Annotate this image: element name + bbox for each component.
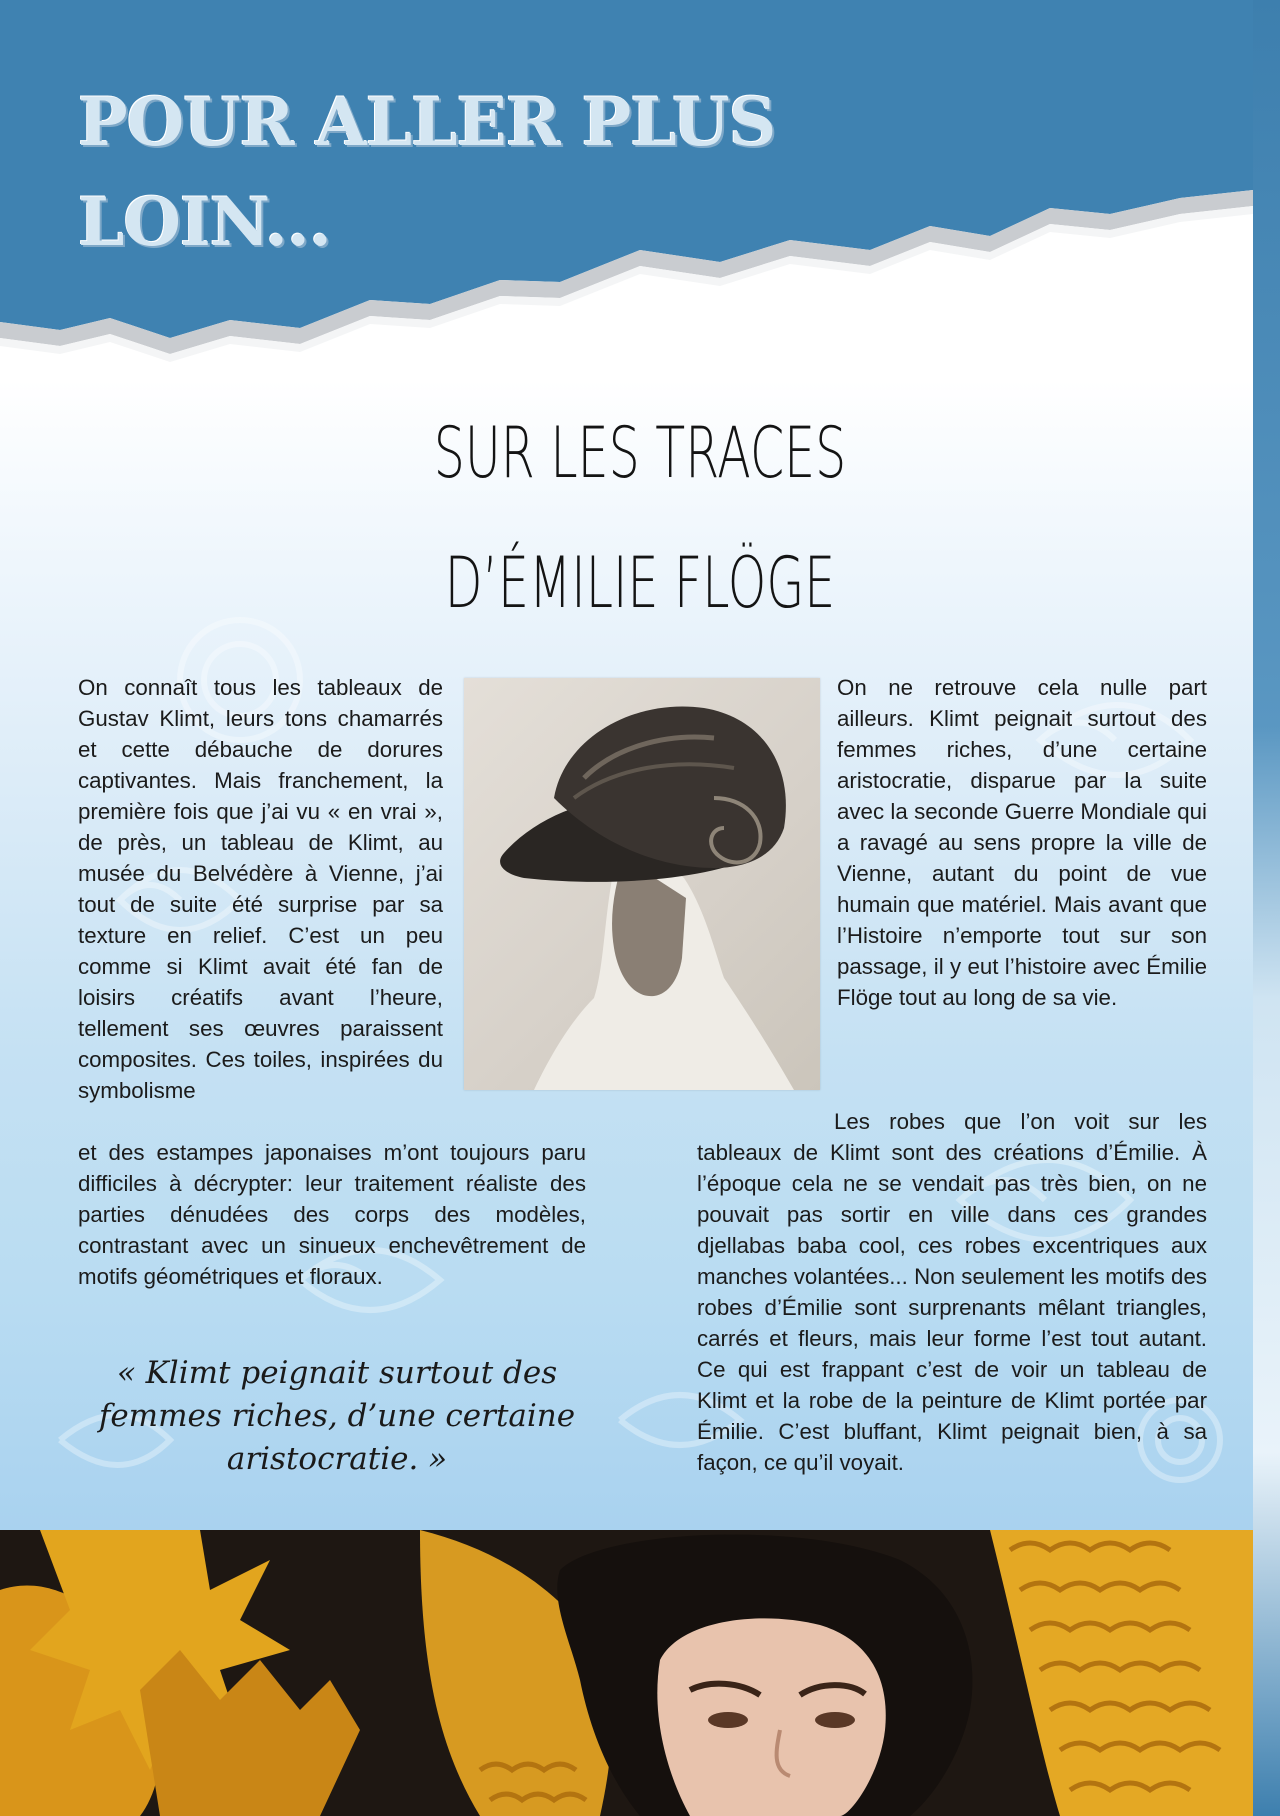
- body-paragraph-right-bottom: Les robes que l’on voit sur les tableaux de Klimt sont des créations d’Émilie. À l’époque cela ne se vendait pas très bien, on ne pouvait pas sortir en ville dans ces grandes djellabas baba cool, ces robes excentriques aux manches volantées... Non seulement les motifs des robes d’Émilie sont surprenants mêlant triangles, carrés et fleurs, mais leur forme l’est tout autant. Ce qui est frappant c’est de voir un tableau de Klimt et la robe de la peinture de Klimt portée par Émilie. C’est bluffant, Klimt peignait bien, à sa façon, ce qu’il voyait.: [697, 1109, 1207, 1475]
- right-edge-strip: [1253, 0, 1280, 1816]
- section-kicker: POUR ALLER PLUS LOIN...: [78, 83, 776, 261]
- emilie-floege-portrait-photo: [464, 678, 820, 1090]
- body-paragraph-right-top: On ne retrouve cela nulle part ailleurs. Klimt peignait surtout des femmes riches, d’une certaine aristocratie, disparue par la suite avec la seconde Guerre Mondiale qui a ravagé au sens propre la ville de Vienne, autant du point de vue humain que matériel. Mais avant que l’Histoire n’emporte tout sur son passage, il y eut l’histoire avec Émilie Flöge tout au long de sa vie.: [837, 675, 1207, 1010]
- body-paragraph-left-top: On connaît tous les tableaux de Gustav Klimt, leurs tons chamarrés et cette débauche de dorures captivantes. Mais franchement, la première fois que j’ai vu « en vrai », de près, un tableau de Klimt, au musée du Belvédère à Vienne, j’ai tout de suite été surprise par sa texture en relief. C’est un peu comme si Klimt avait été fan de loisirs créatifs avant l’heure, tellement ses œuvres paraissent composites. Ces toiles, inspirées du symbolisme: [78, 675, 443, 1103]
- body-paragraph-left-bottom: et des estampes japonaises m’ont toujours paru difficiles à décrypter: leur traitement réaliste des parties dénudées des corps des modèles, contrastant avec un sinueux enchevêtrement de motifs géométriques et floraux.: [78, 1140, 586, 1289]
- article-title: SUR LES TRACES D’ÉMILIE FLÖGE: [433, 412, 847, 624]
- klimt-judith-painting-detail: [0, 1530, 1253, 1816]
- pull-quote: « Klimt peignait surtout des femmes riches, d’une certaine aristocratie. »: [98, 1355, 576, 1477]
